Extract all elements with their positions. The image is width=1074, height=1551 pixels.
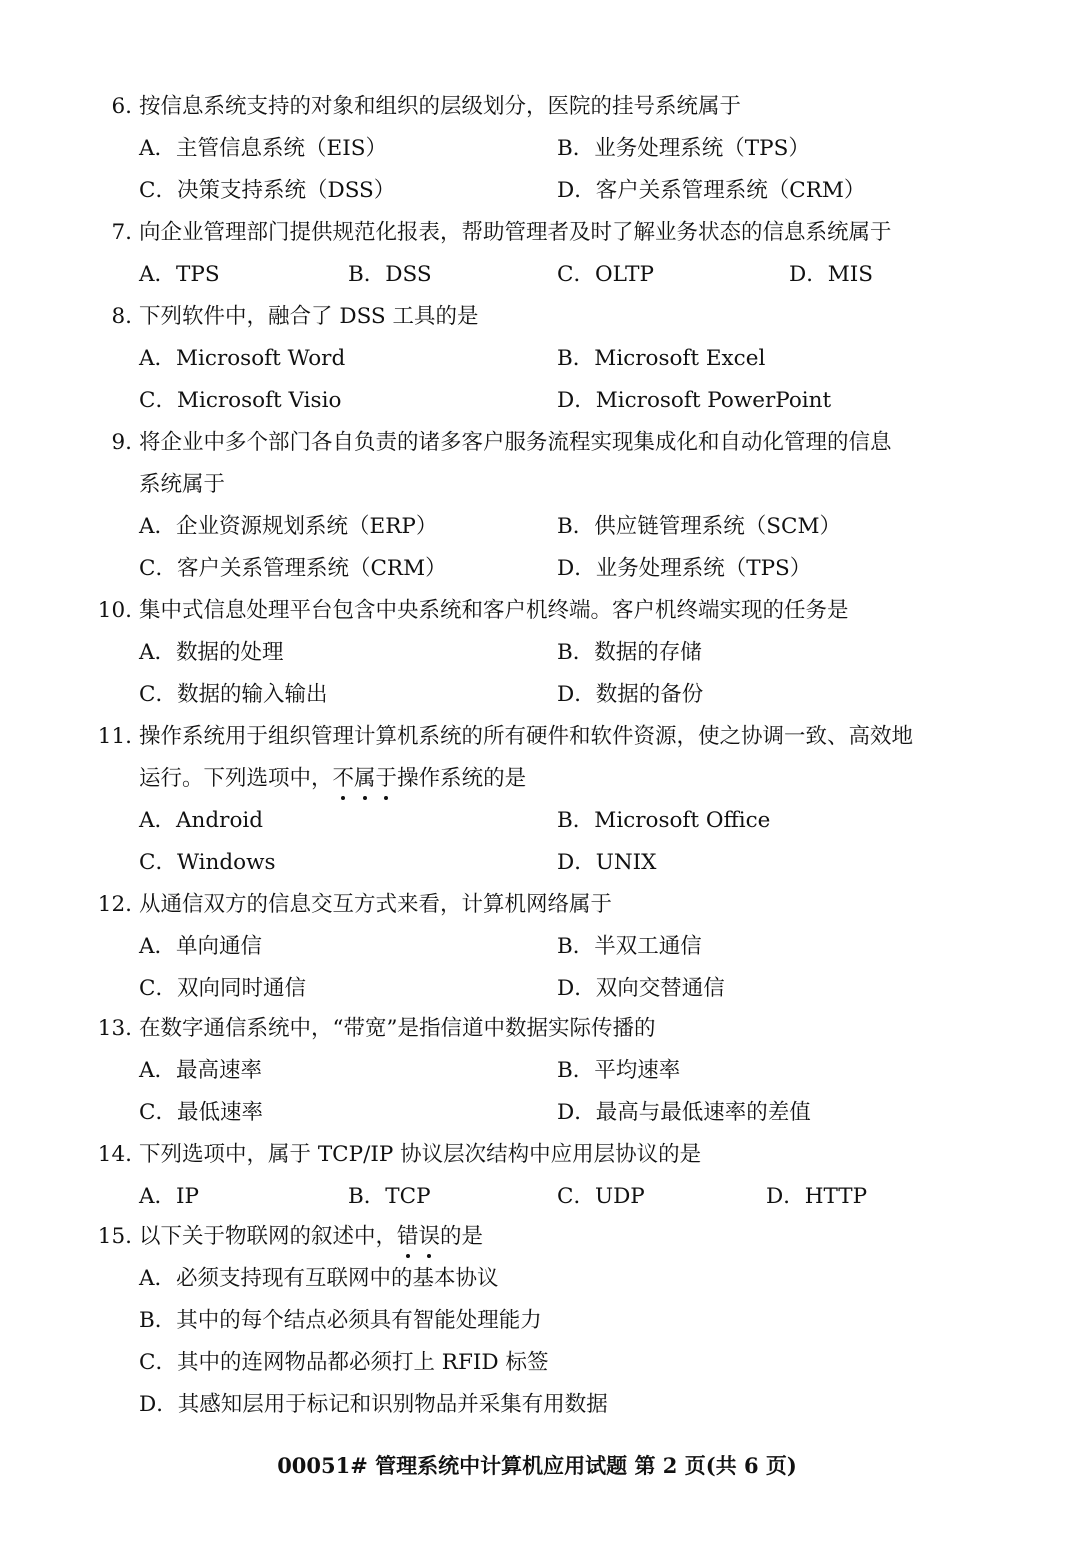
emphasis-char: 错 <box>397 1222 419 1252</box>
question-stem: 将企业中多个部门各自负责的诸多客户服务流程实现集成化和自动化管理的信息 <box>139 430 892 455</box>
option-10b: B．数据的存储 <box>557 640 702 665</box>
emphasis-char: 不 <box>333 764 355 794</box>
option-10c: C．数据的输入输出 <box>139 682 328 707</box>
question-number: 14. <box>97 1142 132 1167</box>
option-6c: C．决策支持系统（DSS） <box>139 178 396 203</box>
option-13a: A．最高速率 <box>139 1058 263 1083</box>
question-number: 12. <box>97 892 132 917</box>
question-number: 7. <box>111 220 132 245</box>
question-10 <box>0 596 1074 626</box>
option-7a: A．TPS <box>139 262 220 287</box>
option-12c: C．双向同时通信 <box>139 976 306 1001</box>
option-12b: B．半双工通信 <box>557 934 702 959</box>
emphasis-char: 误 <box>419 1222 441 1252</box>
question-8 <box>0 302 1074 332</box>
question-stem: 下列软件中，融合了 DSS 工具的是 <box>139 304 479 329</box>
question-15 <box>0 1222 1074 1252</box>
option-8b: B．Microsoft Excel <box>557 346 766 371</box>
option-13b: B．平均速率 <box>557 1058 681 1083</box>
option-11b: B．Microsoft Office <box>557 808 771 833</box>
question-14 <box>0 1140 1074 1170</box>
option-15a: A．必须支持现有互联网中的基本协议 <box>139 1266 499 1291</box>
option-14a: A．IP <box>139 1184 199 1209</box>
question-6 <box>0 92 1074 122</box>
question-12 <box>0 890 1074 920</box>
option-6d: D．客户关系管理系统（CRM） <box>557 178 866 203</box>
stem-text: 以下关于物联网的叙述中， <box>139 1224 398 1249</box>
question-number: 13. <box>97 1016 132 1041</box>
question-stem: 从通信双方的信息交互方式来看，计算机网络属于 <box>139 892 613 917</box>
question-number: 6. <box>111 94 132 119</box>
option-15b: B．其中的每个结点必须具有智能处理能力 <box>139 1308 542 1333</box>
question-number: 15. <box>97 1224 132 1249</box>
option-14d: D．HTTP <box>766 1184 868 1209</box>
option-13c: C．最低速率 <box>139 1100 263 1125</box>
question-stem <box>139 1222 483 1252</box>
option-7c: C．OLTP <box>557 262 654 287</box>
option-8d: D．Microsoft PowerPoint <box>557 388 832 413</box>
option-11c: C．Windows <box>139 850 276 875</box>
question-stem-continued: 系统属于 <box>139 472 226 497</box>
option-7d: D．MIS <box>789 262 873 287</box>
emphasis-char: 属 <box>354 764 376 794</box>
question-number: 9. <box>111 430 132 455</box>
option-11a: A．Android <box>139 808 264 833</box>
emphasis-text <box>333 766 398 791</box>
option-8a: A．Microsoft Word <box>139 346 346 371</box>
question-stem: 按信息系统支持的对象和组织的层级划分，医院的挂号系统属于 <box>139 94 742 119</box>
option-10a: A．数据的处理 <box>139 640 284 665</box>
question-stem: 集中式信息处理平台包含中央系统和客户机终端。客户机终端实现的任务是 <box>139 598 849 623</box>
emphasis-char: 于 <box>376 764 398 794</box>
option-15d: D．其感知层用于标记和识别物品并采集有用数据 <box>139 1392 608 1417</box>
question-number: 11. <box>97 724 132 749</box>
question-stem-continued <box>139 764 526 794</box>
question-11 <box>0 722 1074 752</box>
stem-text: 的是 <box>440 1224 484 1249</box>
question-number: 8. <box>111 304 132 329</box>
option-12d: D．双向交替通信 <box>557 976 725 1001</box>
option-10d: D．数据的备份 <box>557 682 704 707</box>
option-9d: D．业务处理系统（TPS） <box>557 556 812 581</box>
question-7 <box>0 218 1074 248</box>
option-7b: B．DSS <box>348 262 432 287</box>
option-9c: C．客户关系管理系统（CRM） <box>139 556 447 581</box>
emphasis-text <box>397 1224 440 1249</box>
option-15c: C．其中的连网物品都必须打上 RFID 标签 <box>139 1350 549 1375</box>
stem-text: 操作系统的是 <box>397 766 527 791</box>
stem-text: 运行。下列选项中， <box>139 766 333 791</box>
question-13 <box>0 1014 1074 1044</box>
option-13d: D．最高与最低速率的差值 <box>557 1100 811 1125</box>
question-stem: 下列选项中，属于 TCP/IP 协议层次结构中应用层协议的是 <box>139 1142 702 1167</box>
question-stem: 向企业管理部门提供规范化报表，帮助管理者及时了解业务状态的信息系统属于 <box>139 220 892 245</box>
option-8c: C．Microsoft Visio <box>139 388 342 413</box>
question-number: 10. <box>97 598 132 623</box>
option-14b: B．TCP <box>348 1184 431 1209</box>
option-11d: D．UNIX <box>557 850 657 875</box>
page-footer: 00051# 管理系统中计算机应用试题 第 2 页(共 6 页) <box>277 1453 797 1478</box>
question-stem: 操作系统用于组织管理计算机系统的所有硬件和软件资源，使之协调一致、高效地 <box>139 724 914 749</box>
option-9b: B．供应链管理系统（SCM） <box>557 514 841 539</box>
option-9a: A．企业资源规划系统（ERP） <box>139 514 438 539</box>
option-6b: B．业务处理系统（TPS） <box>557 136 810 161</box>
question-9 <box>0 428 1074 458</box>
option-6a: A．主管信息系统（EIS） <box>139 136 387 161</box>
option-14c: C．UDP <box>557 1184 645 1209</box>
option-12a: A．单向通信 <box>139 934 263 959</box>
question-stem: 在数字通信系统中，“带宽”是指信道中数据实际传播的 <box>139 1016 656 1041</box>
